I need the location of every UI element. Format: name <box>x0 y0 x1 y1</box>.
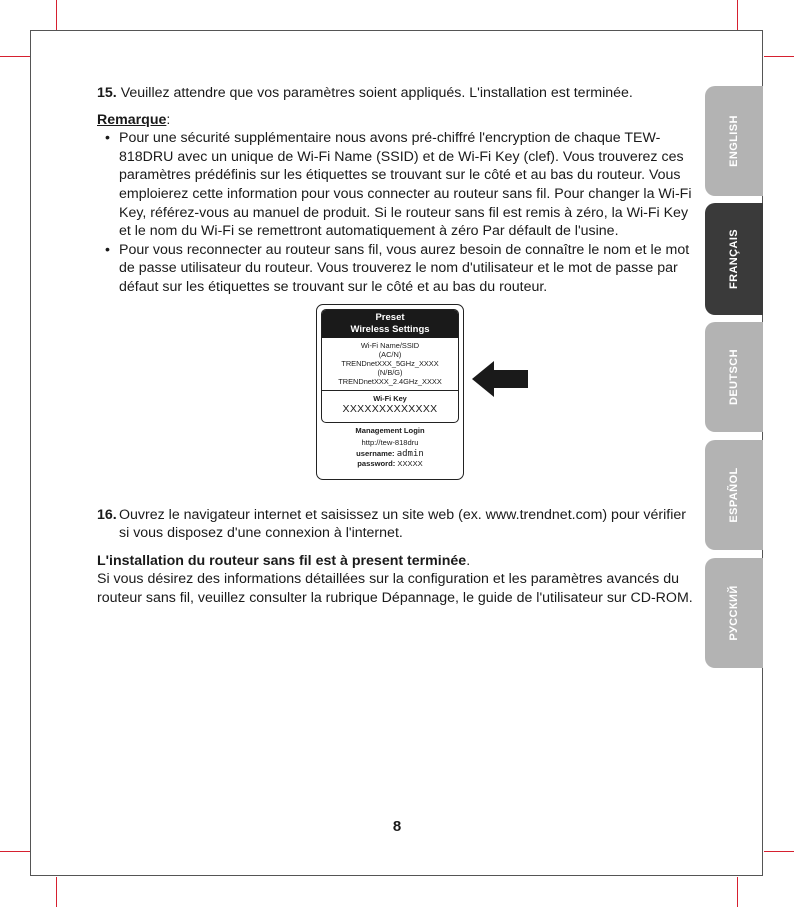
password-label: password: <box>357 459 396 468</box>
tab-russian[interactable] <box>705 558 763 668</box>
conclusion <box>97 552 697 608</box>
crop-mark <box>764 56 794 57</box>
password-line <box>317 459 463 469</box>
wireless-settings-box <box>321 309 459 423</box>
tab-english[interactable] <box>705 86 763 196</box>
conclusion-heading: L'installation du routeur sans fil est à present terminée <box>97 552 467 569</box>
remark-bullet: • Pour vous reconnecter au routeur sans fil, vous aurez besoin de connaître le nom et le mot de passe utilisateur du routeur. Vous trouverez le nom d'utilisateur et le mot de passe par défaut sur les étiquettes se trouvant sur le côté et au bas du routeur. <box>97 241 697 297</box>
key-value: XXXXXXXXXXXXX <box>342 403 438 415</box>
step-15 <box>97 84 697 103</box>
username-value: admin <box>396 449 424 459</box>
remark-bullet: • Pour une sécurité supplémentaire nous avons pré-chiffré l'encryption de chaque TEW-818DRU avec un unique de Wi-Fi Name (SSID) et de Wi-Fi Key (clef). Vous trouverez ces paramètres prédéfinis sur les étiquettes se trouvant sur le côté et au bas du routeur. Vous emploierez cette information pour vous connecter au routeur sans fil. Pour changer la Wi-Fi Key, référez-vous au manuel de produit. Si le routeur sans fil est remis à zéro, la Wi-Fi Key et le nom du Wi-Fi se remettront automatiquement à zéro Par défault de l'usine. <box>97 129 697 241</box>
crop-mark <box>0 851 30 852</box>
ssid-5g: TRENDnetXXX_5GHz_XXXX <box>341 359 439 368</box>
ssid-title: Wi-Fi Name/SSID <box>360 341 420 350</box>
step-number: 15. <box>97 85 117 101</box>
band-label: (N/B/G) <box>377 368 403 377</box>
tab-label: ENGLISH <box>728 115 740 167</box>
tab-label: РУССКИЙ <box>728 585 740 641</box>
tab-label: FRANÇAIS <box>728 228 740 290</box>
tab-francais[interactable] <box>705 203 763 315</box>
tab-espanol[interactable] <box>705 440 763 550</box>
conclusion-period: . <box>466 552 471 569</box>
step-text: Veuillez attendre que vos paramètres soient appliqués. L'installation est terminée. <box>120 85 633 101</box>
step-number: 16. <box>97 506 117 523</box>
tab-label: DEUTSCH <box>728 349 740 405</box>
ssid-section <box>322 338 458 386</box>
remark-heading <box>97 111 697 130</box>
key-title: Wi-Fi Key <box>373 394 407 403</box>
username-label: username: <box>356 449 395 458</box>
mgmt-title: Management Login <box>355 426 425 435</box>
header-line: Wireless Settings <box>350 323 430 335</box>
remark-list <box>97 129 697 296</box>
remark-colon: : <box>166 111 171 128</box>
preset-settings-label <box>316 304 464 480</box>
label-header <box>322 310 458 338</box>
crop-mark <box>737 0 738 30</box>
crop-mark <box>737 877 738 907</box>
crop-mark <box>56 877 57 907</box>
conclusion-text: Si vous désirez des informations détaillées sur la configuration et les paramètres avancés du routeur sans fil, veuillez consulter la rubrique Dépannage, le guide de l'utilisateur sur CD-ROM. <box>97 571 693 606</box>
crop-mark <box>56 0 57 30</box>
remark-label: Remarque <box>97 111 167 128</box>
tab-label: ESPAÑOL <box>728 467 740 523</box>
tab-deutsch[interactable] <box>705 322 763 432</box>
key-section <box>322 390 458 415</box>
step-16 <box>97 506 697 543</box>
password-value: XXXXX <box>397 459 423 468</box>
management-section <box>317 425 463 469</box>
ssid-24g: TRENDnetXXX_2.4GHz_XXXX <box>338 377 442 386</box>
page-number: 8 <box>392 818 402 835</box>
header-line: Preset <box>375 312 405 323</box>
crop-mark <box>0 56 30 57</box>
left-arrow-icon <box>472 361 528 397</box>
username-line <box>317 449 463 459</box>
band-label: (AC/N) <box>378 350 402 359</box>
crop-mark <box>764 851 794 852</box>
step-text: Ouvrez le navigateur internet et saisissez un site web (ex. www.trendnet.com) pour vérifier si vous disposez d'une connexion à l'internet. <box>119 506 686 542</box>
mgmt-url: http://tew-818dru <box>361 438 419 447</box>
